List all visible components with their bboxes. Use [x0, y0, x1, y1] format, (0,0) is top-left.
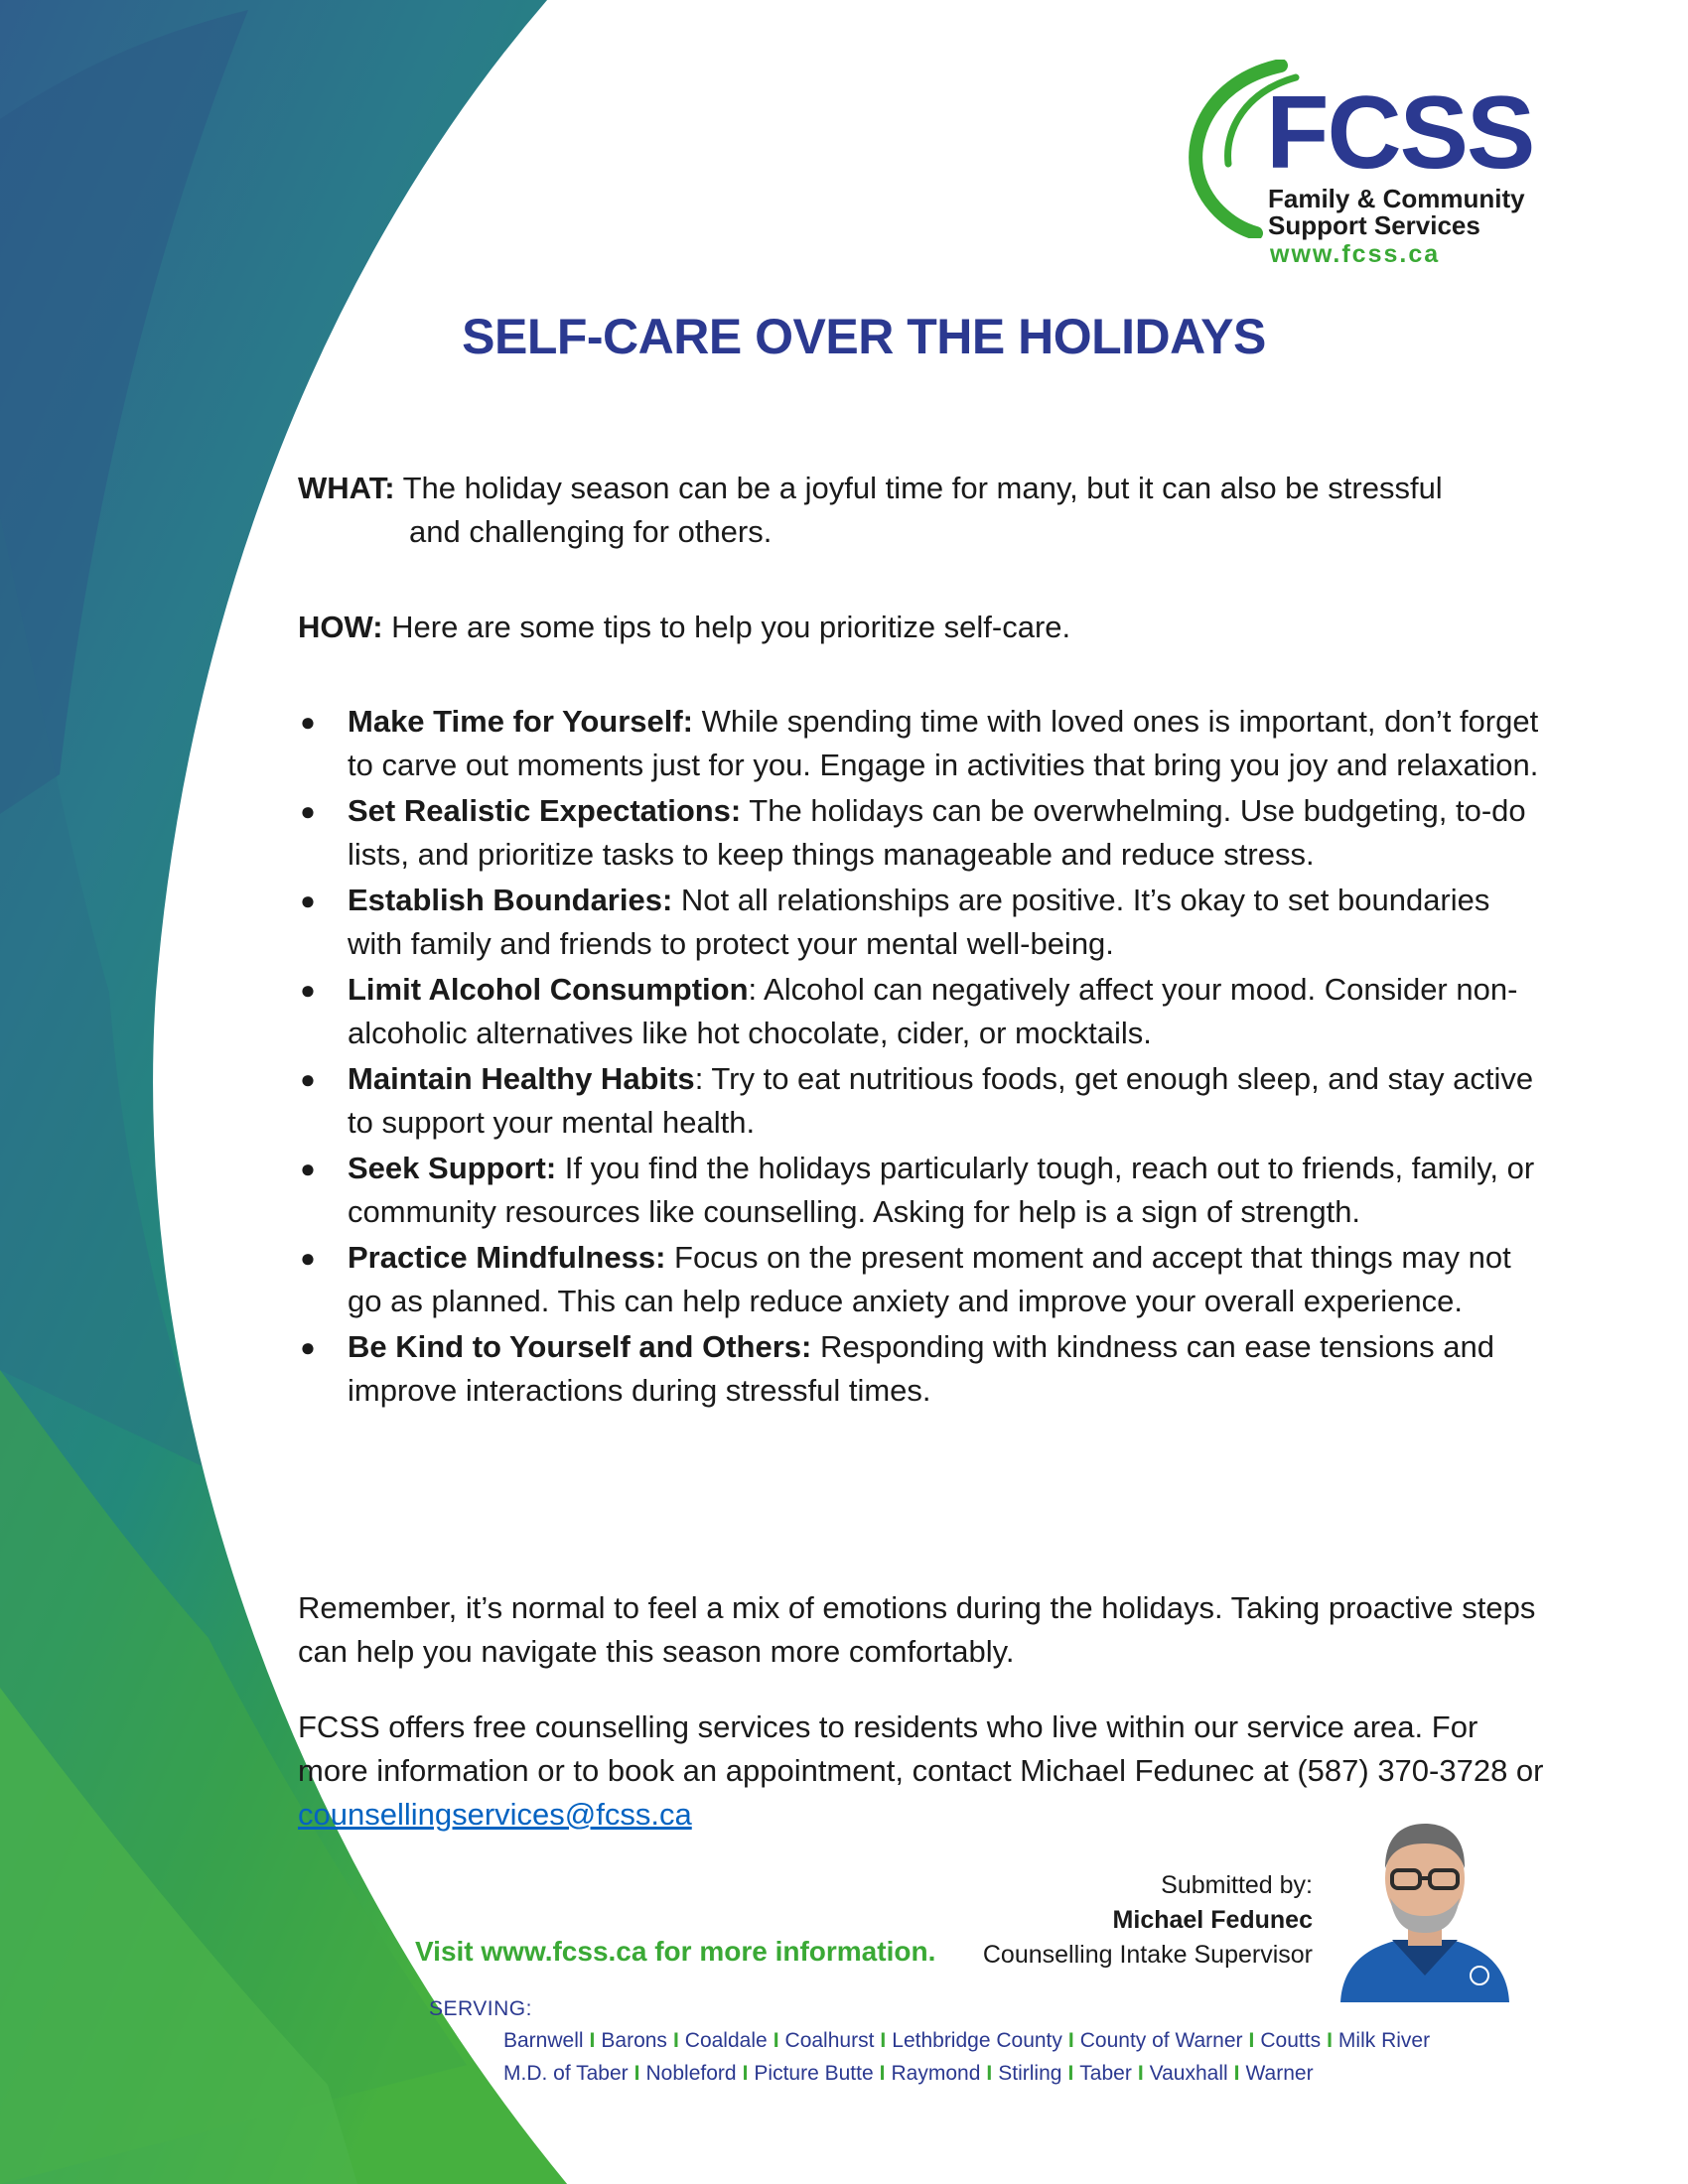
logo-acronym: FCSS [1266, 75, 1534, 191]
separator: I [1327, 2029, 1333, 2052]
community-name: Coalhurst [784, 2029, 875, 2052]
separator: I [589, 2029, 596, 2052]
how-label: HOW: [298, 610, 383, 644]
separator: I [1067, 2029, 1074, 2052]
serving-label: SERVING: [429, 1997, 532, 2020]
author-photo [1331, 1799, 1519, 2002]
list-item [298, 968, 1549, 1055]
community-name: Stirling [998, 2062, 1062, 2085]
bullet-icon: ● [300, 1332, 316, 1362]
bullet-icon: ● [300, 886, 316, 915]
tip-text: Responding with kindness can ease tensions and improve interactions during stressful times. [348, 1329, 1494, 1408]
separator: I [773, 2029, 779, 2052]
bullet-icon: ● [300, 975, 316, 1005]
fcss-logo[interactable] [1187, 60, 1564, 273]
list-item [298, 1325, 1549, 1413]
offer-text: FCSS offers free counselling services to residents who live within our service area. For more information or to book an appointment, contact Michael Fedunec at (587) 370-3728 or [298, 1709, 1544, 1788]
community-name: Taber [1079, 2062, 1132, 2085]
separator: I [986, 2062, 993, 2085]
community-name: Coaldale [684, 2029, 768, 2052]
tips-list [298, 700, 1549, 1415]
tip-title: Seek Support: [348, 1151, 557, 1185]
community-name: M.D. of Taber [503, 2062, 629, 2085]
community-name: Barnwell [503, 2029, 584, 2052]
tip-title: Establish Boundaries: [348, 883, 673, 917]
community-name: Warner [1245, 2062, 1314, 2085]
list-item [298, 1057, 1549, 1145]
separator: I [742, 2062, 749, 2085]
community-name: Raymond [891, 2062, 981, 2085]
bullet-icon: ● [300, 1064, 316, 1094]
serving-communities-row-1 [503, 2029, 1430, 2053]
community-name: Vauxhall [1149, 2062, 1228, 2085]
community-name: County of Warner [1079, 2029, 1243, 2052]
page-title: SELF-CARE OVER THE HOLIDAYS [462, 309, 1266, 364]
separator: I [879, 2062, 886, 2085]
what-label: WHAT: [298, 471, 395, 505]
logo-url: www.fcss.ca [1270, 240, 1441, 268]
tip-text: The holidays can be overwhelming. Use budgeting, to-do lists, and prioritize tasks to keep things manageable and reduce stress. [348, 793, 1526, 872]
list-item [298, 879, 1549, 966]
separator: I [1067, 2062, 1074, 2085]
tip-title: Make Time for Yourself: [348, 704, 693, 739]
remember-paragraph: Remember, it’s normal to feel a mix of emotions during the holidays. Taking proactive steps can help you navigate this season more comfortably. [298, 1590, 1536, 1669]
list-item [298, 1147, 1549, 1234]
community-name: Nobleford [645, 2062, 737, 2085]
logo-tagline-line1: Family & Community [1268, 184, 1525, 213]
tip-text: : Try to eat nutritious foods, get enough sleep, and stay active to support your mental health. [348, 1061, 1534, 1140]
tip-text: Focus on the present moment and accept that things may not go as planned. This can help reduce anxiety and improve your overall experience. [348, 1240, 1511, 1318]
tip-text: While spending time with loved ones is important, don’t forget to carve out moments just for you. Engage in activities that bring you joy and relaxation. [348, 704, 1539, 782]
bullet-icon: ● [300, 796, 316, 826]
separator: I [880, 2029, 887, 2052]
tip-title: Be Kind to Yourself and Others: [348, 1329, 812, 1364]
tip-title: Limit Alcohol Consumption [348, 972, 749, 1007]
separator: I [1233, 2062, 1240, 2085]
author-role: Counselling Intake Supervisor [982, 1941, 1313, 1969]
community-name: Coutts [1260, 2029, 1322, 2052]
tip-title: Set Realistic Expectations: [348, 793, 742, 828]
tip-text: Not all relationships are positive. It’s okay to set boundaries with family and friends to protect your mental well-being. [348, 883, 1490, 961]
community-name: Barons [601, 2029, 667, 2052]
submitted-by-block [894, 1868, 1313, 1973]
how-paragraph [298, 606, 1549, 649]
submitted-label: Submitted by: [1161, 1871, 1313, 1899]
list-item [298, 1236, 1549, 1323]
visit-website-text: Visit www.fcss.ca for more information. [415, 1936, 936, 1967]
tip-text: : Alcohol can negatively affect your mood. Consider non-alcoholic alternatives like hot chocolate, cider, or mocktails. [348, 972, 1518, 1050]
what-text: The holiday season can be a joyful time for many, but it can also be stressful [394, 471, 1443, 505]
what-paragraph [298, 467, 1549, 554]
what-text-continued: and challenging for others. [409, 514, 773, 549]
community-name: Lethbridge County [892, 2029, 1062, 2052]
community-name: Picture Butte [754, 2062, 874, 2085]
separator: I [1248, 2029, 1255, 2052]
bullet-icon: ● [300, 707, 316, 737]
logo-tagline-line2: Support Services [1268, 210, 1480, 240]
tip-title: Practice Mindfulness: [348, 1240, 666, 1275]
author-name: Michael Fedunec [1112, 1906, 1313, 1934]
separator: I [633, 2062, 640, 2085]
tip-title: Maintain Healthy Habits [348, 1061, 695, 1096]
tip-text: If you find the holidays particularly tough, reach out to friends, family, or community resources like counselling. Asking for help is a sign of strength. [348, 1151, 1535, 1229]
list-item [298, 789, 1549, 877]
community-name: Milk River [1337, 2029, 1431, 2052]
bullet-icon: ● [300, 1154, 316, 1183]
separator: I [1137, 2062, 1144, 2085]
bullet-icon: ● [300, 1243, 316, 1273]
separator: I [672, 2029, 679, 2052]
serving-communities-row-2 [503, 2062, 1314, 2086]
list-item [298, 700, 1549, 787]
email-link[interactable]: counsellingservices@fcss.ca [298, 1797, 692, 1832]
how-text: Here are some tips to help you prioritize self-care. [382, 610, 1071, 644]
